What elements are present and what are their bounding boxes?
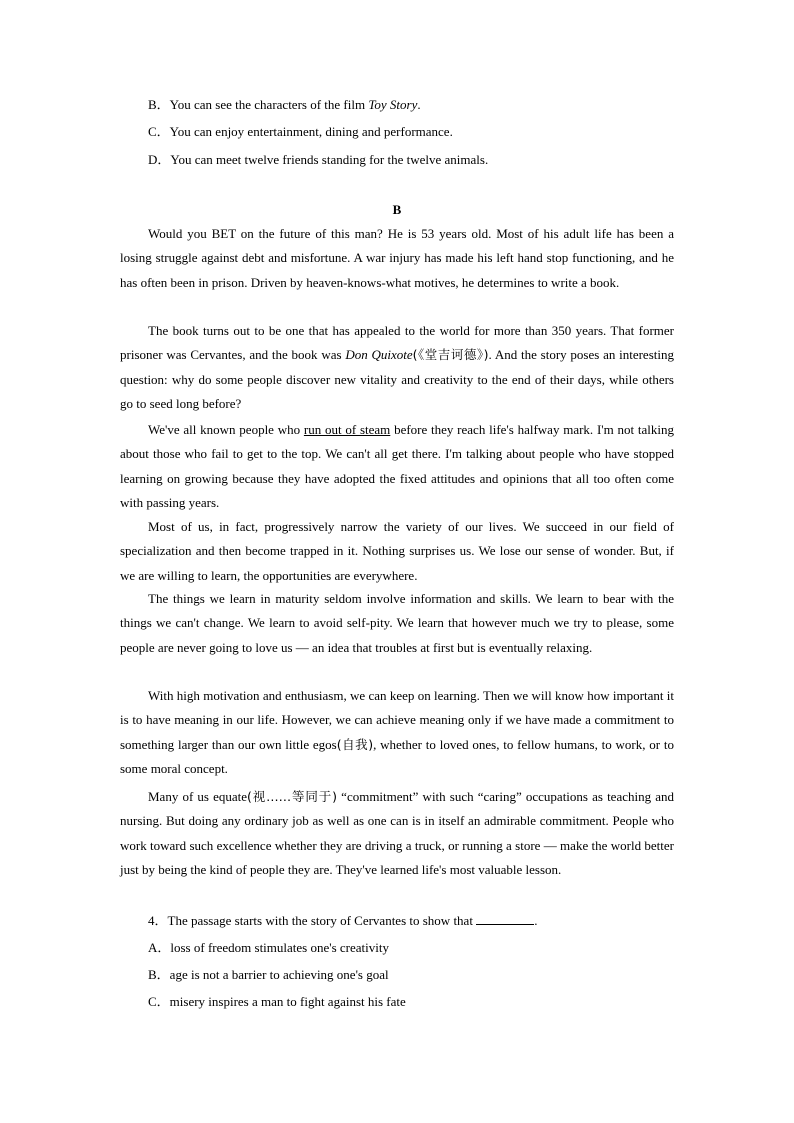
section-heading: B (392, 202, 402, 217)
question-4-stem: 4．The passage starts with the story of Cervantes to show that . (148, 913, 538, 928)
paragraph-2: The book turns out to be one that has appealed to the world for more than 350 years. That former prisoner was Cervantes, and the book was Don Quixote(《堂吉诃德》). And the story poses an interesting question: why do some people discover new vitality and creativity to the end of their days, while others go to seed long before? (120, 323, 674, 411)
option-d: D．You can meet twelve friends standing for the twelve animals. (148, 152, 489, 167)
question-4-option-a: A．loss of freedom stimulates one's creativity (148, 940, 389, 955)
paragraph-7: Many of us equate(视……等同于) “commitment” with such “caring” occupations as teaching and nursing. But doing any ordinary job as well as one can is in itself an admirable commitment. People who work toward such excellence whether they are driving a truck, or running a store — make the world better just by being the kind of people they are. They've learned life's most valuable lesson. (120, 789, 674, 877)
option-c: C．You can enjoy entertainment, dining and performance. (148, 124, 453, 139)
answer-blank (476, 913, 534, 925)
question-4-option-b: B．age is not a barrier to achieving one's goal (148, 967, 389, 982)
paragraph-6: With high motivation and enthusiasm, we can keep on learning. Then we will know how important it is to have meaning in our life. However, we can achieve meaning only if we have made a commitment to something larger than our own little egos(自我), whether to loved ones, to fellow humans, to work, or to some moral concept. (120, 688, 674, 776)
underlined-phrase: run out of steam (303, 422, 391, 437)
paragraph-5: The things we learn in maturity seldom involve information and skills. We learn to bear with the things we can't change. We learn to avoid self-pity. We learn that however much we try to please, some people are never going to love us — an idea that troubles at first but is eventually relaxing. (120, 591, 674, 655)
option-b: B．You can see the characters of the film Toy Story. (148, 97, 421, 112)
paragraph-1: Would you BET on the future of this man? He is 53 years old. Most of his adult life has been a losing struggle against debt and misfortune. A war injury has made his left hand stop functioning, and he has often been in prison. Driven by heaven-knows-what motives, he determines to write a book. (120, 226, 674, 290)
paragraph-4: Most of us, in fact, progressively narrow the variety of our lives. We succeed in our field of specialization and then become trapped in it. Nothing surprises us. We lose our sense of wonder. But, if we are willing to learn, the opportunities are everywhere. (120, 519, 674, 583)
question-4-option-c: C．misery inspires a man to fight against his fate (148, 994, 406, 1009)
paragraph-3: We've all known people who run out of steam before they reach life's halfway mark. I'm not talking about those who fail to get to the top. We can't all get there. I'm talking about people who have stopped learning on growing because they have adopted the fixed attitudes and opinions that all too often come with passing years. (120, 422, 674, 510)
